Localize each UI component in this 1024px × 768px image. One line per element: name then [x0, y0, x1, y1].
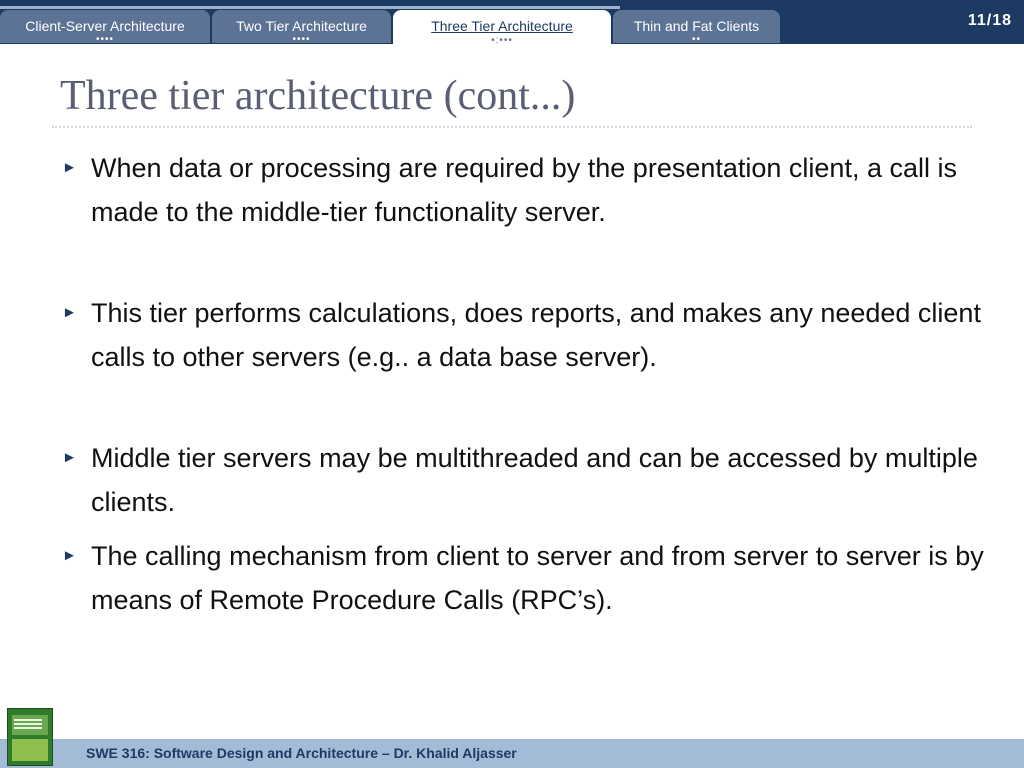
tab-client-server-architecture[interactable] — [0, 10, 210, 43]
triangle-right-icon: ► — [62, 159, 77, 176]
tab-progress-dots: •••• — [95, 34, 114, 45]
slide-title: Three tier architecture (cont...) — [60, 73, 576, 119]
bullet-item — [62, 436, 1002, 524]
bullet-item — [62, 146, 1002, 234]
bullet-item — [62, 291, 1002, 379]
bullet-text: When data or processing are required by the presentation client, a call is made to the middle-tier functionality server. — [91, 153, 957, 227]
book-cover-icon — [7, 708, 53, 766]
tab-label: Three Tier Architecture — [431, 18, 573, 34]
tab-label: Two Tier Architecture — [236, 18, 367, 34]
triangle-right-icon: ► — [62, 449, 77, 466]
bullet-text: Middle tier servers may be multithreaded and can be accessed by multiple clients. — [91, 443, 978, 517]
top-navigation-bar — [0, 0, 1024, 44]
tab-progress-dots: •:••• — [491, 35, 513, 46]
triangle-right-icon: ► — [62, 304, 77, 321]
tab-progress-dots: •• — [691, 34, 701, 45]
bullet-text: The calling mechanism from client to server and from server to server is by means of Remote Procedure Calls (RPC’s). — [91, 541, 984, 615]
footer-bar — [0, 739, 1024, 768]
tab-progress-dots: •••• — [292, 34, 311, 45]
tab-two-tier-architecture[interactable] — [212, 10, 391, 43]
top-stripe — [0, 6, 620, 9]
section-tabs — [0, 10, 782, 44]
bullet-list — [62, 146, 1002, 622]
tab-thin-and-fat-clients[interactable] — [613, 10, 780, 43]
footer-text: SWE 316: Software Design and Architecture – Dr. Khalid Aljasser — [86, 745, 517, 761]
tab-three-tier-architecture[interactable] — [393, 10, 611, 44]
page-number: 11/18 — [967, 12, 1012, 29]
bullet-item — [62, 534, 1002, 622]
tab-label: Thin and Fat Clients — [633, 18, 760, 34]
bullet-text: This tier performs calculations, does reports, and makes any needed client calls to other servers (e.g.. a data base server). — [91, 298, 981, 372]
title-divider — [52, 126, 972, 128]
triangle-right-icon: ► — [62, 547, 77, 564]
tab-label: Client-Server Architecture — [25, 18, 185, 34]
